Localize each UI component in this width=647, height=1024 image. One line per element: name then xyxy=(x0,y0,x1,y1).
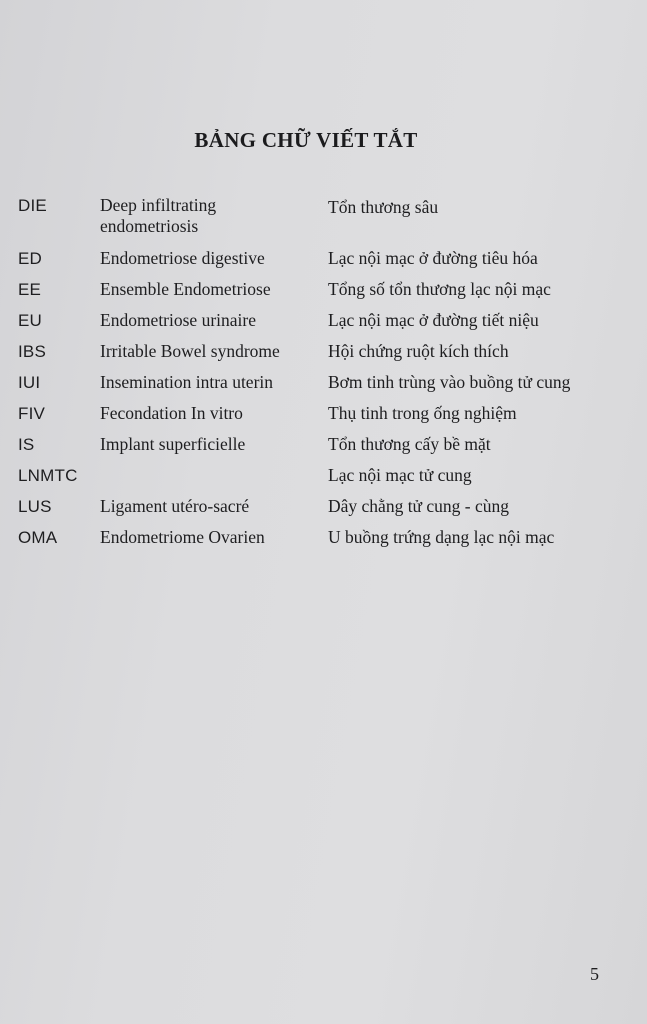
full-term: Endometriose digestive xyxy=(100,248,265,268)
full-term: Endometriose urinaire xyxy=(100,310,256,330)
full-term: Fecondation In vitro xyxy=(100,403,243,423)
vietnamese-meaning: Tổng số tổn thương lạc nội mạc xyxy=(328,279,551,299)
vietnamese-meaning: Tổn thương cấy bề mặt xyxy=(328,434,491,454)
abbreviation: EU xyxy=(18,311,43,330)
full-term: Irritable Bowel syndrome xyxy=(100,341,280,361)
vietnamese-meaning: Lạc nội mạc ở đường tiêu hóa xyxy=(328,248,538,268)
full-term: Ligament utéro-sacré xyxy=(100,496,250,516)
abbreviation: LUS xyxy=(18,497,52,516)
full-term: Endometriome Ovarien xyxy=(100,527,265,547)
page-title: BẢNG CHỮ VIẾT TẮT xyxy=(194,128,418,152)
full-term: Ensemble Endometriose xyxy=(100,279,271,299)
abbreviation: LNMTC xyxy=(18,466,78,485)
abbreviation: IBS xyxy=(18,342,47,361)
vietnamese-meaning: Lạc nội mạc tử cung xyxy=(328,465,472,485)
abbreviation: ED xyxy=(18,249,43,268)
full-term: Deep infiltrating endometriosis xyxy=(100,195,217,236)
vietnamese-meaning: Hội chứng ruột kích thích xyxy=(328,341,509,361)
abbreviation: DIE xyxy=(18,196,47,215)
page-number: 5 xyxy=(590,964,599,984)
vietnamese-meaning: Tổn thương sâu xyxy=(328,197,439,217)
vietnamese-meaning: Lạc nội mạc ở đường tiết niệu xyxy=(328,310,539,330)
vietnamese-meaning: Bơm tinh trùng vào buồng tử cung xyxy=(328,372,571,392)
full-term: Implant superficielle xyxy=(100,434,246,454)
vietnamese-meaning: U buồng trứng dạng lạc nội mạc xyxy=(328,527,555,547)
abbreviation: EE xyxy=(18,280,42,299)
abbreviation: FIV xyxy=(18,404,46,423)
full-term: Insemination intra uterin xyxy=(100,372,274,392)
abbreviation: IS xyxy=(18,435,35,454)
vietnamese-meaning: Dây chằng tử cung - cùng xyxy=(328,496,510,516)
vietnamese-meaning: Thụ tinh trong ống nghiệm xyxy=(328,403,517,423)
abbreviation: IUI xyxy=(18,373,41,392)
abbreviation: OMA xyxy=(18,528,58,547)
